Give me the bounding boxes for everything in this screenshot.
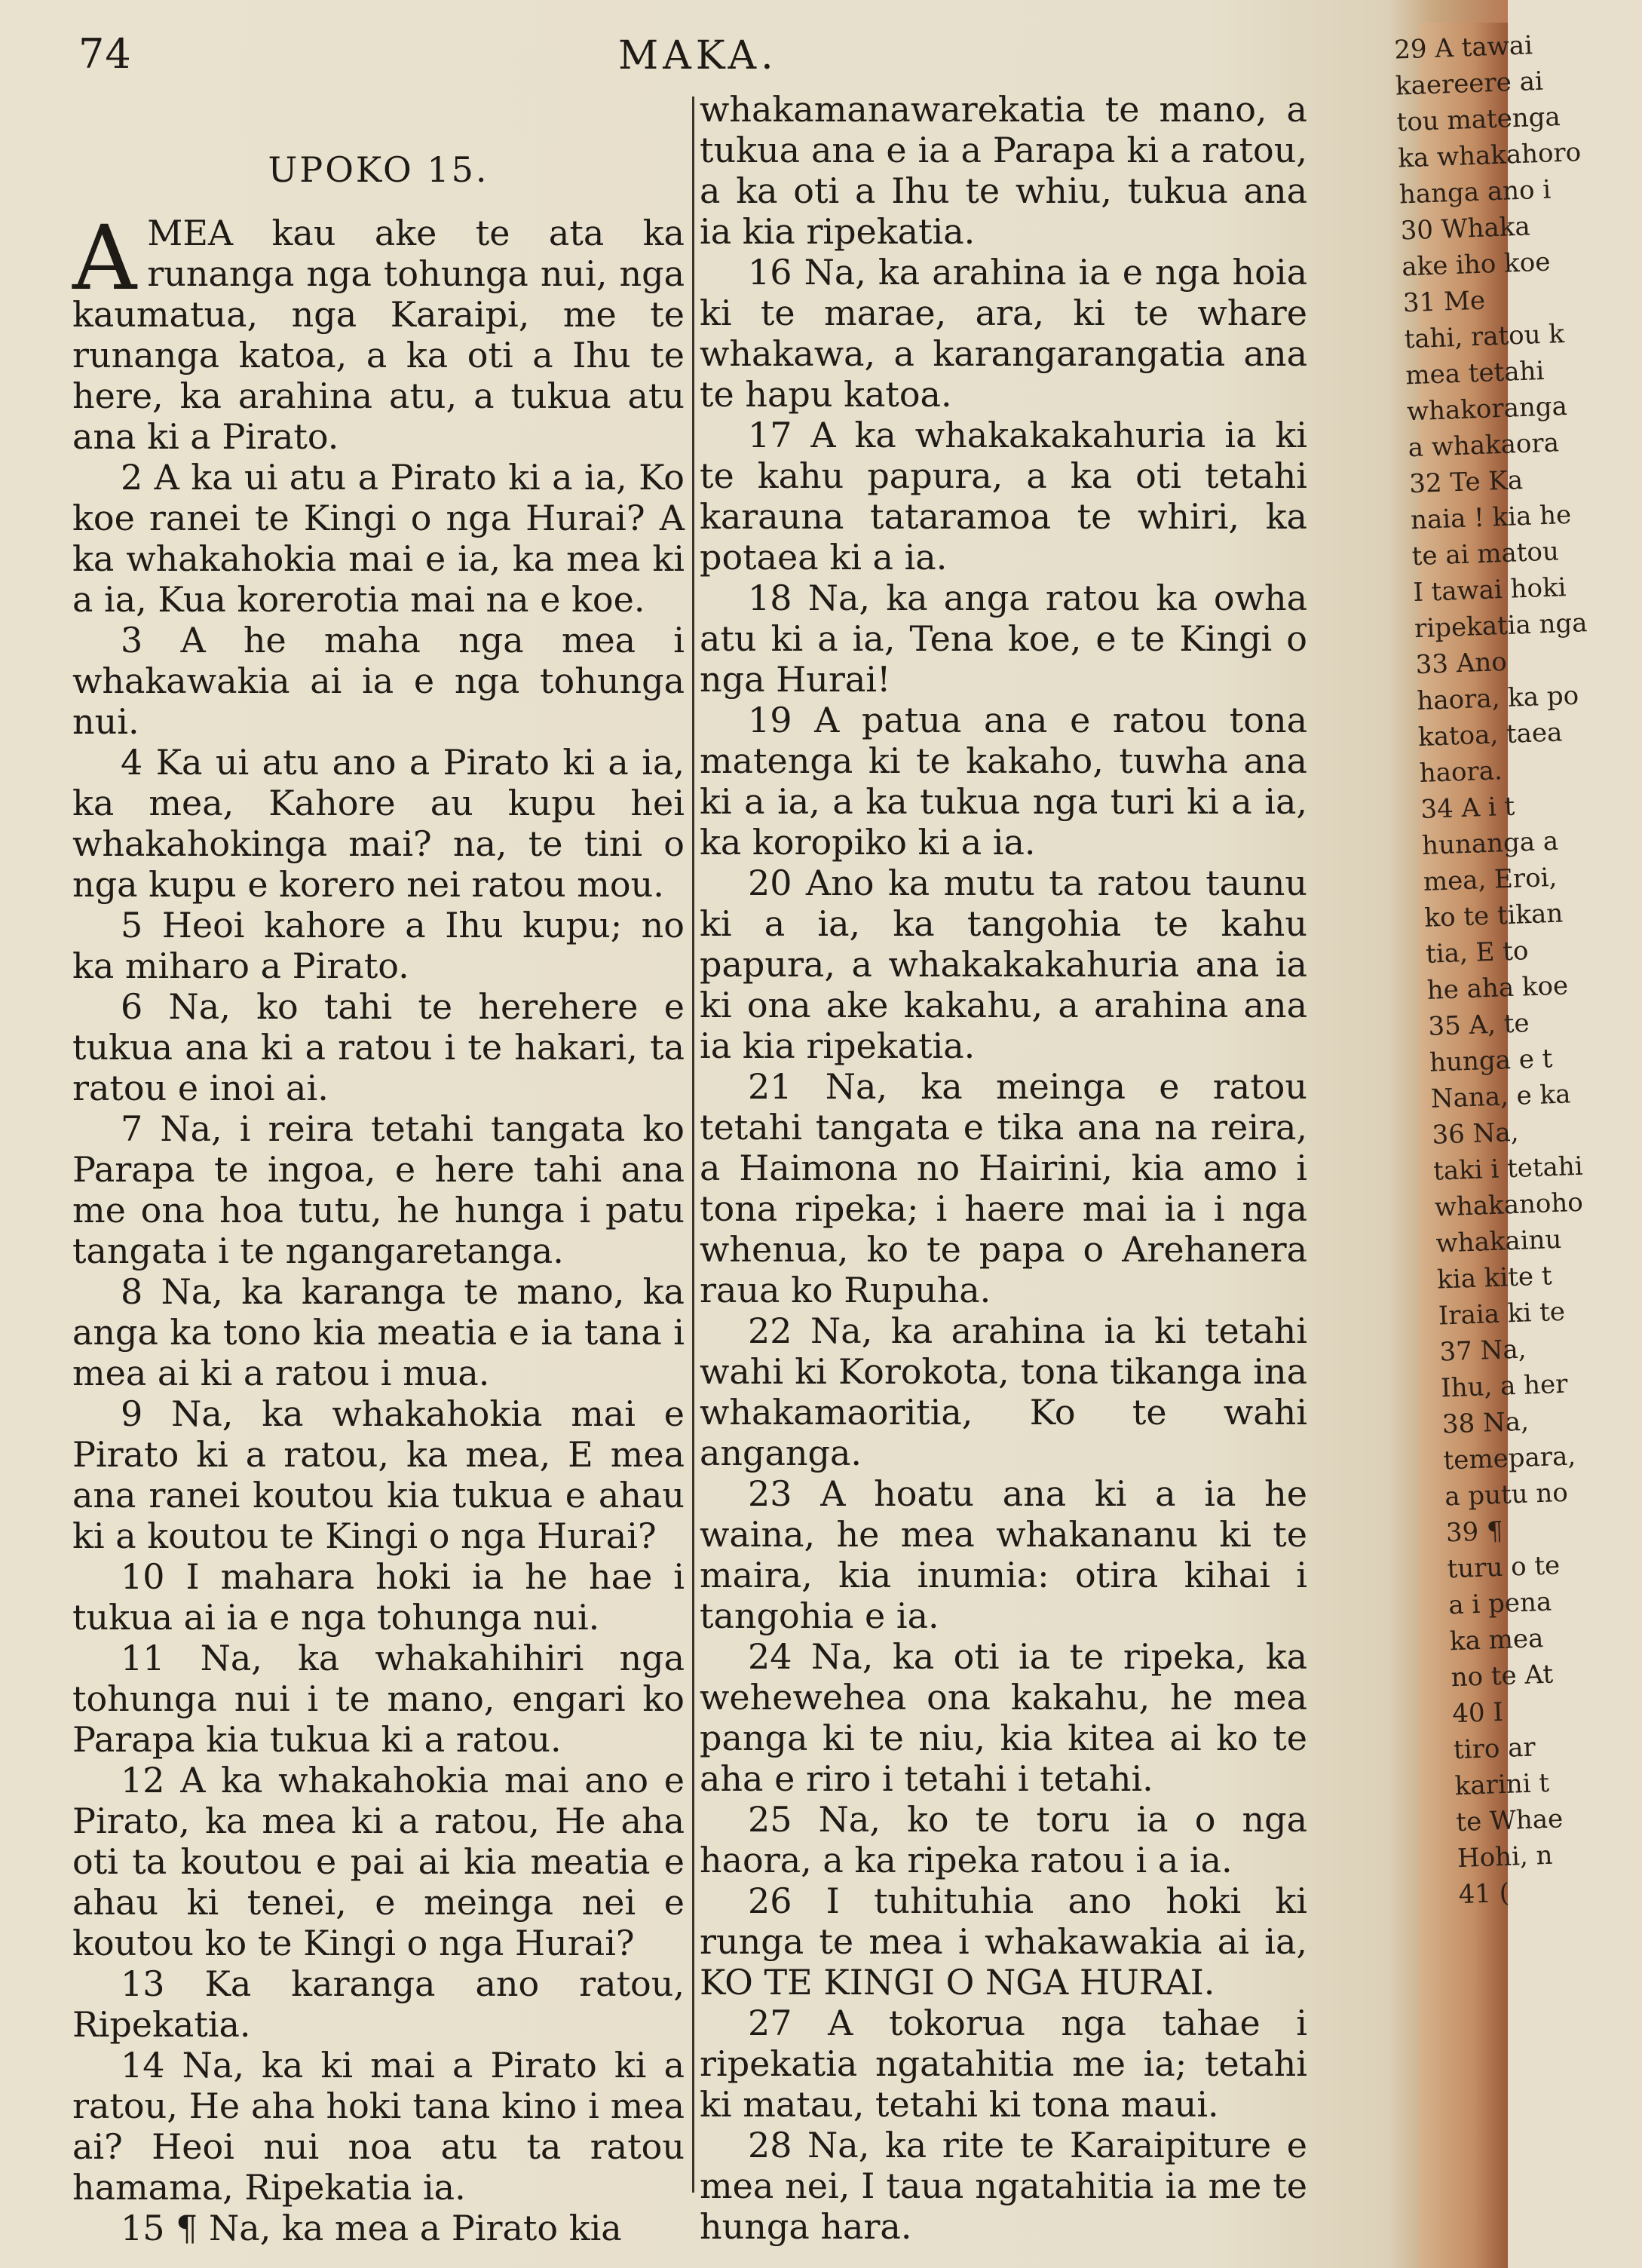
facing-page-line: 31 Me xyxy=(1402,285,1486,319)
page-header xyxy=(0,30,1417,90)
verse: 16 Na, ka arahina ia e nga hoia ki te marae, ara, ki te whare whakawa, a karangarangatia ana te hapu katoa. xyxy=(700,252,1307,415)
running-title: MAKA. xyxy=(618,33,778,78)
facing-page-line: 32 Te Ka xyxy=(1408,465,1524,500)
facing-page-line: ripekatia nga xyxy=(1414,608,1588,645)
facing-page-line: 30 Whaka xyxy=(1399,211,1531,247)
verse: 3 A he maha nga mea i whakawakia ai ia e nga tohunga nui. xyxy=(72,620,685,742)
facing-page-line: 34 A i t xyxy=(1420,791,1515,826)
facing-page-line: mea tetahi xyxy=(1405,355,1545,391)
facing-page-line: ka whakahoro xyxy=(1397,137,1582,174)
column-divider xyxy=(692,97,694,2193)
facing-page-line: te ai matou xyxy=(1411,536,1560,572)
verse: 18 Na, ka anga ratou ka owha atu ki a ia, Tena koe, e te Kingi o nga Hurai! xyxy=(700,578,1307,700)
verse: 26 I tuhituhia ano hoki ki runga te mea i whakawakia ai ia, KO TE KINGI O NGA HURAI. xyxy=(700,1880,1307,2003)
verse-15-continuation: whakamanawarekatia te mano, a tukua ana e ia a Parapa ki a ratou, a ka oti a Ihu te whiu, tukua ana ia kia ripekatia. xyxy=(700,89,1307,252)
verse-1-text: MEA kau ake te ata ka runanga nga tohunga nui, nga kaumatua, nga Karaipi, me te runanga katoa, a ka oti a Ihu te here, ka arahina atu, a tukua atu ana ki a Pirato. xyxy=(72,213,685,457)
facing-page-line: 40 I xyxy=(1451,1696,1504,1730)
left-column xyxy=(72,89,685,2248)
facing-page-line: 39 ¶ xyxy=(1445,1516,1504,1549)
facing-page-line: whakoranga xyxy=(1406,391,1568,428)
facing-page-text xyxy=(1393,29,1588,1913)
facing-page-line: whakainu xyxy=(1435,1224,1563,1259)
verse: 12 A ka whakahokia mai ano e Pirato, ka mea ki a ratou, He aha oti ta koutou e pai ai kia meatia e ahau ki tenei, e meinga nei e koutou ko te Kingi o nga Hurai? xyxy=(72,1760,685,1963)
verse: 21 Na, ka meinga e ratou tetahi tangata e tika ana na reira, a Haimona no Hairini, kia amo i tona ripeka; i haere mai ia i nga whenua, ko te papa o Arehanera raua ko Rupuha. xyxy=(700,1066,1307,1310)
verse: 9 Na, ka whakahokia mai e Pirato ki a ratou, ka mea, E mea ana ranei koutou kia tukua e ahau ki a koutou te Kingi o nga Hurai? xyxy=(72,1393,685,1556)
verse: 7 Na, i reira tetahi tangata ko Parapa te ingoa, e here tahi ana me ona hoa tutu, he hunga i patu tangata i te ngangaretanga. xyxy=(72,1108,685,1271)
facing-page-line: 29 A tawai xyxy=(1393,30,1533,66)
verse: 17 A ka whakakakahuria ia ki te kahu papura, a ka oti tetahi karauna tataramoa te whiri, ka potaea ki a ia. xyxy=(700,415,1307,578)
facing-page-line: tou matenga xyxy=(1395,102,1561,138)
facing-page-line: ka mea xyxy=(1449,1623,1544,1657)
verse: 27 A tokorua nga tahae i ripekatia ngatahitia me ia; tetahi ki matau, tetahi ki tona maui. xyxy=(700,2003,1307,2125)
verse: 2 A ka ui atu a Pirato ki a ia, Ko koe ranei te Kingi o nga Hurai? A ka whakahokia mai e ia, ka mea ki a ia, Kua korerotia mai na e koe. xyxy=(72,457,685,620)
verse: 19 A patua ana e ratou tona matenga ki te kakaho, tuwha ana ki a ia, a ka tukua nga turi ki a ia, ka koropiko ki a ia. xyxy=(700,700,1307,863)
right-column xyxy=(700,89,1307,2247)
facing-page-line: kia kite t xyxy=(1436,1261,1553,1295)
facing-page-line: te Whae xyxy=(1455,1804,1564,1838)
verse: 22 Na, ka arahina ia ki tetahi wahi ki Korokota, tona tikanga ina whakamaoritia, Ko te wahi anganga. xyxy=(700,1310,1307,1473)
verse: 4 Ka ui atu ano a Pirato ki a ia, ka mea, Kahore au kupu hei whakahokinga mai? na, te tini o nga kupu e korero nei ratou mou. xyxy=(72,742,685,905)
facing-page-line: mea, Eroi, xyxy=(1423,862,1558,897)
verse: 24 Na, ka oti ia te ripeka, ka wehewehea ona kakahu, he mea panga ki te niu, kia kitea ai ko te aha e riro i tetahi i tetahi. xyxy=(700,1636,1307,1799)
facing-page-line: Hohi, n xyxy=(1457,1840,1554,1874)
facing-page-line: naia ! kia he xyxy=(1410,499,1572,536)
facing-page-line: hunanga a xyxy=(1421,826,1559,861)
verse: 23 A hoatu ana ki a ia he waina, he mea whakananu ki te maira, kia inumia: otira kihai i tangohia e ia. xyxy=(700,1473,1307,1636)
verse-1 xyxy=(72,206,685,457)
facing-page-line: ake iho koe xyxy=(1401,247,1551,283)
verse: 25 Na, ko te toru ia o nga haora, a ka ripeka ratou i a ia. xyxy=(700,1799,1307,1880)
facing-page-line: temepara, xyxy=(1442,1441,1576,1476)
facing-page-line: taki i tetahi xyxy=(1432,1151,1584,1187)
facing-page-line: 37 Na, xyxy=(1438,1334,1527,1368)
verse: 6 Na, ko tahi te herehere e tukua ana ki a ratou i te hakari, ta ratou e inoi ai. xyxy=(72,986,685,1108)
facing-page-line: whakanoho xyxy=(1434,1187,1584,1223)
facing-page-line: 33 Ano xyxy=(1415,646,1508,681)
facing-page-line: no te At xyxy=(1451,1659,1554,1693)
facing-page-line: haora, ka po xyxy=(1416,680,1579,717)
facing-page-line: Ihu, a her xyxy=(1440,1368,1569,1404)
verse: 28 Na, ka rite te Karaipiture e mea nei, I taua ngatahitia ia me te hunga hara. xyxy=(700,2125,1307,2247)
chapter-title: UPOKO 15. xyxy=(268,149,489,190)
facing-page-line: karini t xyxy=(1454,1767,1550,1802)
facing-page-line: 35 A, te xyxy=(1427,1008,1530,1042)
verse: 5 Heoi kahore a Ihu kupu; no ka miharo a Pirato. xyxy=(72,905,685,986)
verse: 20 Ano ka mutu ta ratou taunu ki a ia, ka tangohia te kahu papura, a whakakakahuria ana ia ki ona ake kakahu, a arahina ana ia kia ripekatia. xyxy=(700,863,1307,1066)
facing-page-line: ko te tikan xyxy=(1423,898,1564,933)
facing-page-line: he aha koe xyxy=(1426,970,1569,1006)
verse: 15 ¶ Na, ka mea a Pirato kia xyxy=(121,2208,622,2248)
facing-page-line: Iraia ki te xyxy=(1438,1296,1566,1332)
facing-page-line: Nana, e ka xyxy=(1430,1079,1572,1114)
verse: 11 Na, ka whakahihiri nga tohunga nui i te mano, engari ko Parapa kia tukua ki a ratou. xyxy=(72,1638,685,1760)
facing-page-line: hunga e t xyxy=(1429,1044,1553,1078)
facing-page-line: kaereere ai xyxy=(1395,66,1544,102)
facing-page-line: a putu no xyxy=(1444,1477,1569,1513)
facing-page-line: 41 ( xyxy=(1458,1877,1510,1911)
page-number: 74 xyxy=(78,30,132,78)
verse: 8 Na, ka karanga te mano, ka anga ka tono kia meatia e ia tana i mea ai ki a ratou i mua. xyxy=(72,1271,685,1393)
verse: 10 I mahara hoki ia he hae i tukua ai ia e nga tohunga nui. xyxy=(72,1556,685,1638)
facing-page-line: a whakaora xyxy=(1408,428,1560,464)
facing-page-line: turu o te xyxy=(1446,1550,1561,1585)
facing-page-line: tiro ar xyxy=(1453,1732,1536,1766)
drop-cap: A xyxy=(72,206,137,310)
facing-page-line: hanga ano i xyxy=(1398,174,1552,210)
facing-page-line: I tawai hoki xyxy=(1412,572,1567,608)
facing-page-line: katoa, taea xyxy=(1417,717,1563,753)
facing-page-edge xyxy=(1393,23,1588,2268)
verse: 13 Ka karanga ano ratou, Ripekatia. xyxy=(72,1963,685,2045)
verse: 14 Na, ka ki mai a Pirato ki a ratou, He aha hoki tana kino i mea ai? Heoi nui noa atu ta ratou hamama, Ripekatia ia. xyxy=(72,2045,685,2208)
facing-page-line: tahi, ratou k xyxy=(1404,318,1565,355)
facing-page-line: haora. xyxy=(1419,755,1503,789)
facing-page-line: 38 Na, xyxy=(1441,1406,1530,1440)
facing-page-line: 36 Na, xyxy=(1431,1117,1520,1151)
facing-page-line: a i pena xyxy=(1447,1586,1552,1621)
facing-page-line: tia, E to xyxy=(1425,936,1529,970)
